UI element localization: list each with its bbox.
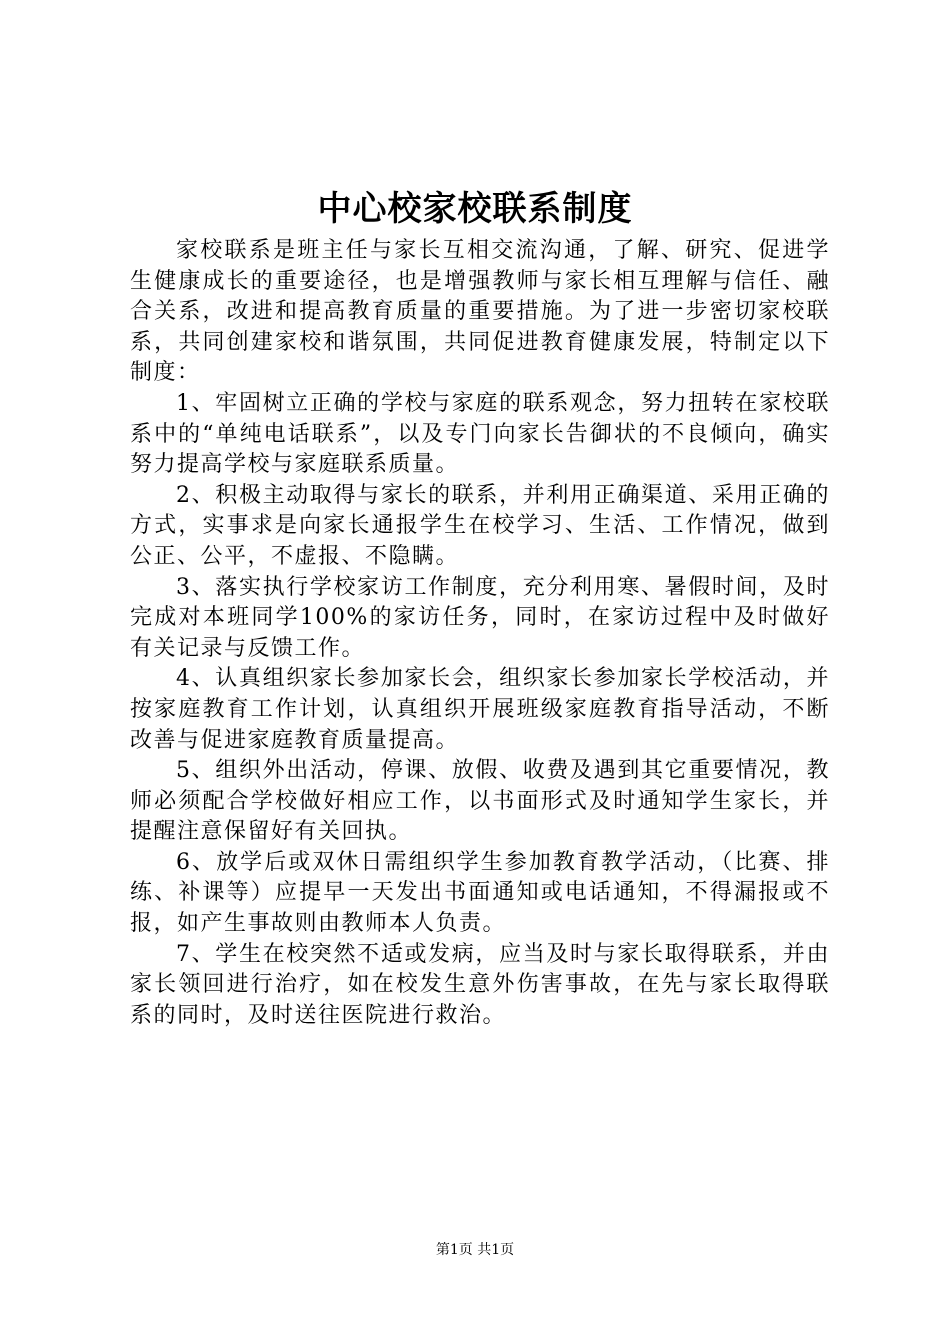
document-title: 中心校家校联系制度 [317,189,633,229]
document-body [130,236,830,1031]
rule-item-3: 3、落实执行学校家访工作制度，充分利用寒、暑假时间，及时完成对本班同学100%的家访任务，同时，在家访过程中及时做好有关记录与反馈工作。 [130,574,830,661]
rule-item-1: 1、牢固树立正确的学校与家庭的联系观念，努力扭转在家校联系中的“单纯电话联系”，以及专门向家长告御状的不良倾向，确实努力提高学校与家庭联系质量。 [130,390,830,478]
rule-item-5: 5、组织外出活动，停课、放假、收费及遇到其它重要情况，教师必须配合学校做好相应工作，以书面形式及时通知学生家长，并提醒注意保留好有关回执。 [130,758,830,845]
intro-paragraph: 家校联系是班主任与家长互相交流沟通，了解、研究、促进学生健康成长的重要途径，也是增强教师与家长相互理解与信任、融合关系，改进和提高教育质量的重要措施。为了进一步密切家校联系，共同创建家校和谐氛围，共同促进教育健康发展，特制定以下制度： [130,238,830,386]
rule-item-6: 6、放学后或双休日需组织学生参加教育教学活动，（比赛、排练、补课等）应提早一天发出书面通知或电话通知，不得漏报或不报，如产生事故则由教师本人负责。 [130,849,830,937]
rule-item-4: 4、认真组织家长参加家长会，组织家长参加家长学校活动，并按家庭教育工作计划，认真组织开展班级家庭教育指导活动，不断改善与促进家庭教育质量提高。 [130,666,830,753]
rule-item-2: 2、积极主动取得与家长的联系，并利用正确渠道、采用正确的方式，实事求是向家长通报学生在校学习、生活、工作情况，做到公正、公平，不虚报、不隐瞒。 [130,482,830,569]
rule-item-7: 7、学生在校突然不适或发病，应当及时与家长取得联系，并由家长领回进行治疗，如在校发生意外伤害事故，在先与家长取得联系的同时，及时送往医院进行救治。 [130,941,830,1028]
page-number-footer: 第1页 共1页 [435,1242,515,1258]
